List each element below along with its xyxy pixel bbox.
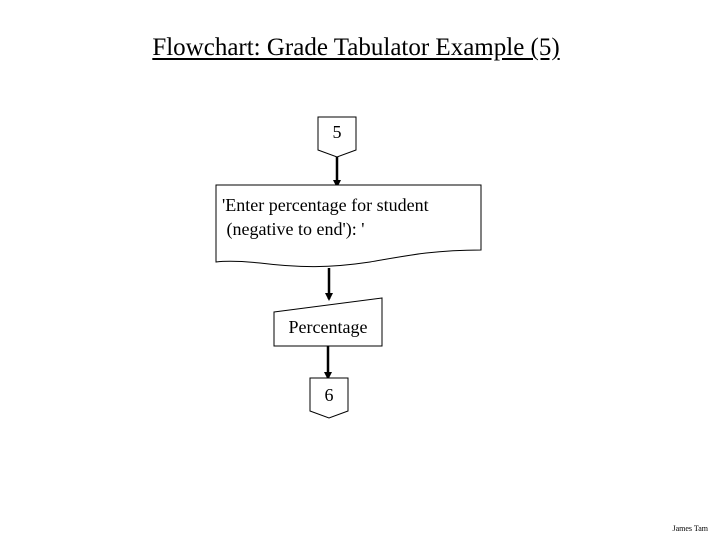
input-variable-label: Percentage <box>288 317 368 337</box>
page-title: Flowchart: Grade Tabulator Example (5) <box>152 34 560 61</box>
output-prompt-label: 'Enter percentage for student (negative to end'): ' <box>222 195 429 239</box>
connector-start-label: 5 <box>332 122 342 142</box>
author-credit: James Tam <box>672 524 708 533</box>
connector-end-label: 6 <box>324 385 334 405</box>
